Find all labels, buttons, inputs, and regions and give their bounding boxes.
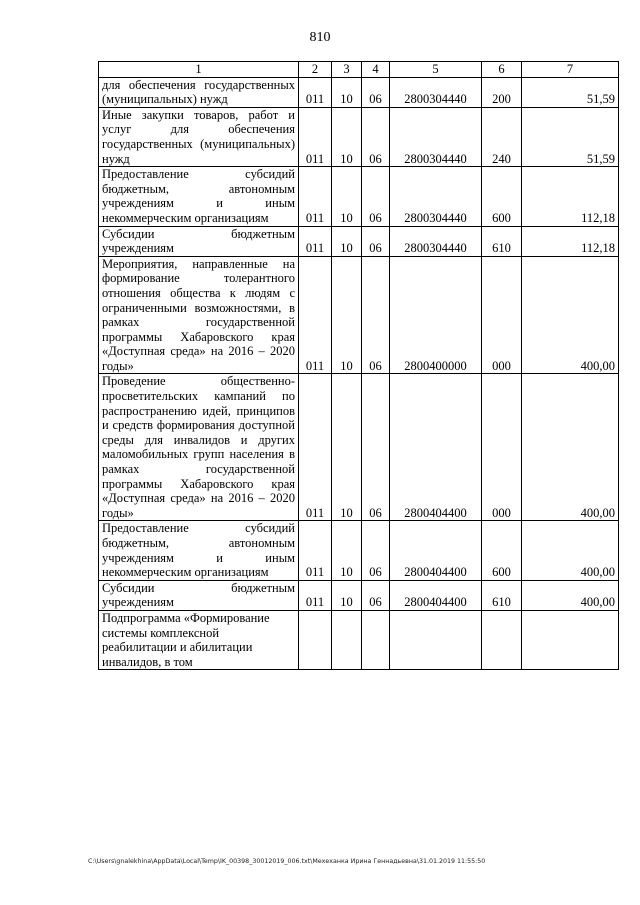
header-cell: 7 xyxy=(522,62,619,78)
row-name: Предоставление субсидий бюджетным, автономным учреждениям и иным некоммерческим организациям xyxy=(99,167,299,226)
cell-amount: 51,59 xyxy=(522,77,619,107)
cell-target-article: 2800404400 xyxy=(390,374,482,521)
row-name: для обеспечения государственных (муниципальных) нужд xyxy=(99,77,299,107)
cell-amount: 400,00 xyxy=(522,374,619,521)
cell-section: 10 xyxy=(332,521,362,580)
cell-amount: 51,59 xyxy=(522,107,619,166)
cell-ministry xyxy=(299,610,332,669)
budget-table xyxy=(98,61,619,670)
row-name: Проведение общественно-просветительских кампаний по распространению идей, принципов и средств формирования доступной среды для инвалидов и других маломобильных групп населения в рамках государственной программы Хабаровского края «Доступная среда» на 2016 – 2020 годы» xyxy=(99,374,299,521)
row-name: Подпрограмма «Формирование системы комплексной реабилитации и абилитации инвалидов, в том xyxy=(99,610,299,669)
header-cell: 2 xyxy=(299,62,332,78)
cell-expense-type: 000 xyxy=(482,374,522,521)
cell-subsection: 06 xyxy=(362,107,390,166)
cell-ministry: 011 xyxy=(299,77,332,107)
cell-expense-type: 610 xyxy=(482,226,522,256)
cell-subsection: 06 xyxy=(362,167,390,226)
cell-section: 10 xyxy=(332,77,362,107)
cell-ministry: 011 xyxy=(299,226,332,256)
cell-target-article: 2800404400 xyxy=(390,580,482,610)
page-number: 810 xyxy=(309,30,331,45)
cell-expense-type: 610 xyxy=(482,580,522,610)
cell-amount: 400,00 xyxy=(522,256,619,374)
cell-ministry: 011 xyxy=(299,374,332,521)
cell-subsection: 06 xyxy=(362,521,390,580)
cell-expense-type: 600 xyxy=(482,521,522,580)
cell-subsection: 06 xyxy=(362,77,390,107)
header-cell: 6 xyxy=(482,62,522,78)
cell-target-article: 2800304440 xyxy=(390,226,482,256)
cell-section: 10 xyxy=(332,226,362,256)
cell-ministry: 011 xyxy=(299,107,332,166)
header-cell: 3 xyxy=(332,62,362,78)
cell-target-article: 2800304440 xyxy=(390,77,482,107)
cell-section xyxy=(332,610,362,669)
header-row xyxy=(99,62,619,78)
cell-section: 10 xyxy=(332,107,362,166)
cell-ministry: 011 xyxy=(299,521,332,580)
cell-expense-type: 600 xyxy=(482,167,522,226)
table-row xyxy=(99,226,619,256)
cell-amount xyxy=(522,610,619,669)
table-row xyxy=(99,374,619,521)
table-row xyxy=(99,521,619,580)
cell-target-article: 2800400000 xyxy=(390,256,482,374)
table-row xyxy=(99,580,619,610)
cell-expense-type xyxy=(482,610,522,669)
cell-target-article: 2800304440 xyxy=(390,107,482,166)
row-name: Предоставление субсидий бюджетным, автономным учреждениям и иным некоммерческим организациям xyxy=(99,521,299,580)
cell-expense-type: 000 xyxy=(482,256,522,374)
cell-target-article: 2800304440 xyxy=(390,167,482,226)
cell-ministry: 011 xyxy=(299,167,332,226)
cell-ministry: 011 xyxy=(299,256,332,374)
row-name: Субсидии бюджетным учреждениям xyxy=(99,226,299,256)
table-row xyxy=(99,256,619,374)
cell-subsection xyxy=(362,610,390,669)
table-row xyxy=(99,107,619,166)
cell-section: 10 xyxy=(332,167,362,226)
header-cell: 1 xyxy=(99,62,299,78)
cell-amount: 400,00 xyxy=(522,580,619,610)
cell-ministry: 011 xyxy=(299,580,332,610)
cell-amount: 400,00 xyxy=(522,521,619,580)
cell-expense-type: 200 xyxy=(482,77,522,107)
cell-section: 10 xyxy=(332,256,362,374)
cell-target-article: 2800404400 xyxy=(390,521,482,580)
cell-subsection: 06 xyxy=(362,580,390,610)
row-name: Иные закупки товаров, работ и услуг для обеспечения государственных (муниципальных) нужд xyxy=(99,107,299,166)
table-row xyxy=(99,167,619,226)
cell-subsection: 06 xyxy=(362,374,390,521)
cell-subsection: 06 xyxy=(362,256,390,374)
row-name: Субсидии бюджетным учреждениям xyxy=(99,580,299,610)
cell-subsection: 06 xyxy=(362,226,390,256)
cell-target-article xyxy=(390,610,482,669)
cell-section: 10 xyxy=(332,374,362,521)
header-cell: 5 xyxy=(390,62,482,78)
cell-section: 10 xyxy=(332,580,362,610)
cell-expense-type: 240 xyxy=(482,107,522,166)
header-cell: 4 xyxy=(362,62,390,78)
table-row xyxy=(99,77,619,107)
file-path-footer: C:\Users\gnalekhina\AppData\Local\Temp\IK_00398_30012019_006.txt\Мехеханка Ирина Геннадьевна\31.01.2019 11:55:50 xyxy=(88,858,486,865)
row-name: Мероприятия, направленные на формирование толерантного отношения общества к людям с ограниченными возможностями, в рамках государственной программы Хабаровского края «Доступная среда» на 2016 – 2020 годы» xyxy=(99,256,299,374)
cell-amount: 112,18 xyxy=(522,167,619,226)
table-row xyxy=(99,610,619,669)
cell-amount: 112,18 xyxy=(522,226,619,256)
